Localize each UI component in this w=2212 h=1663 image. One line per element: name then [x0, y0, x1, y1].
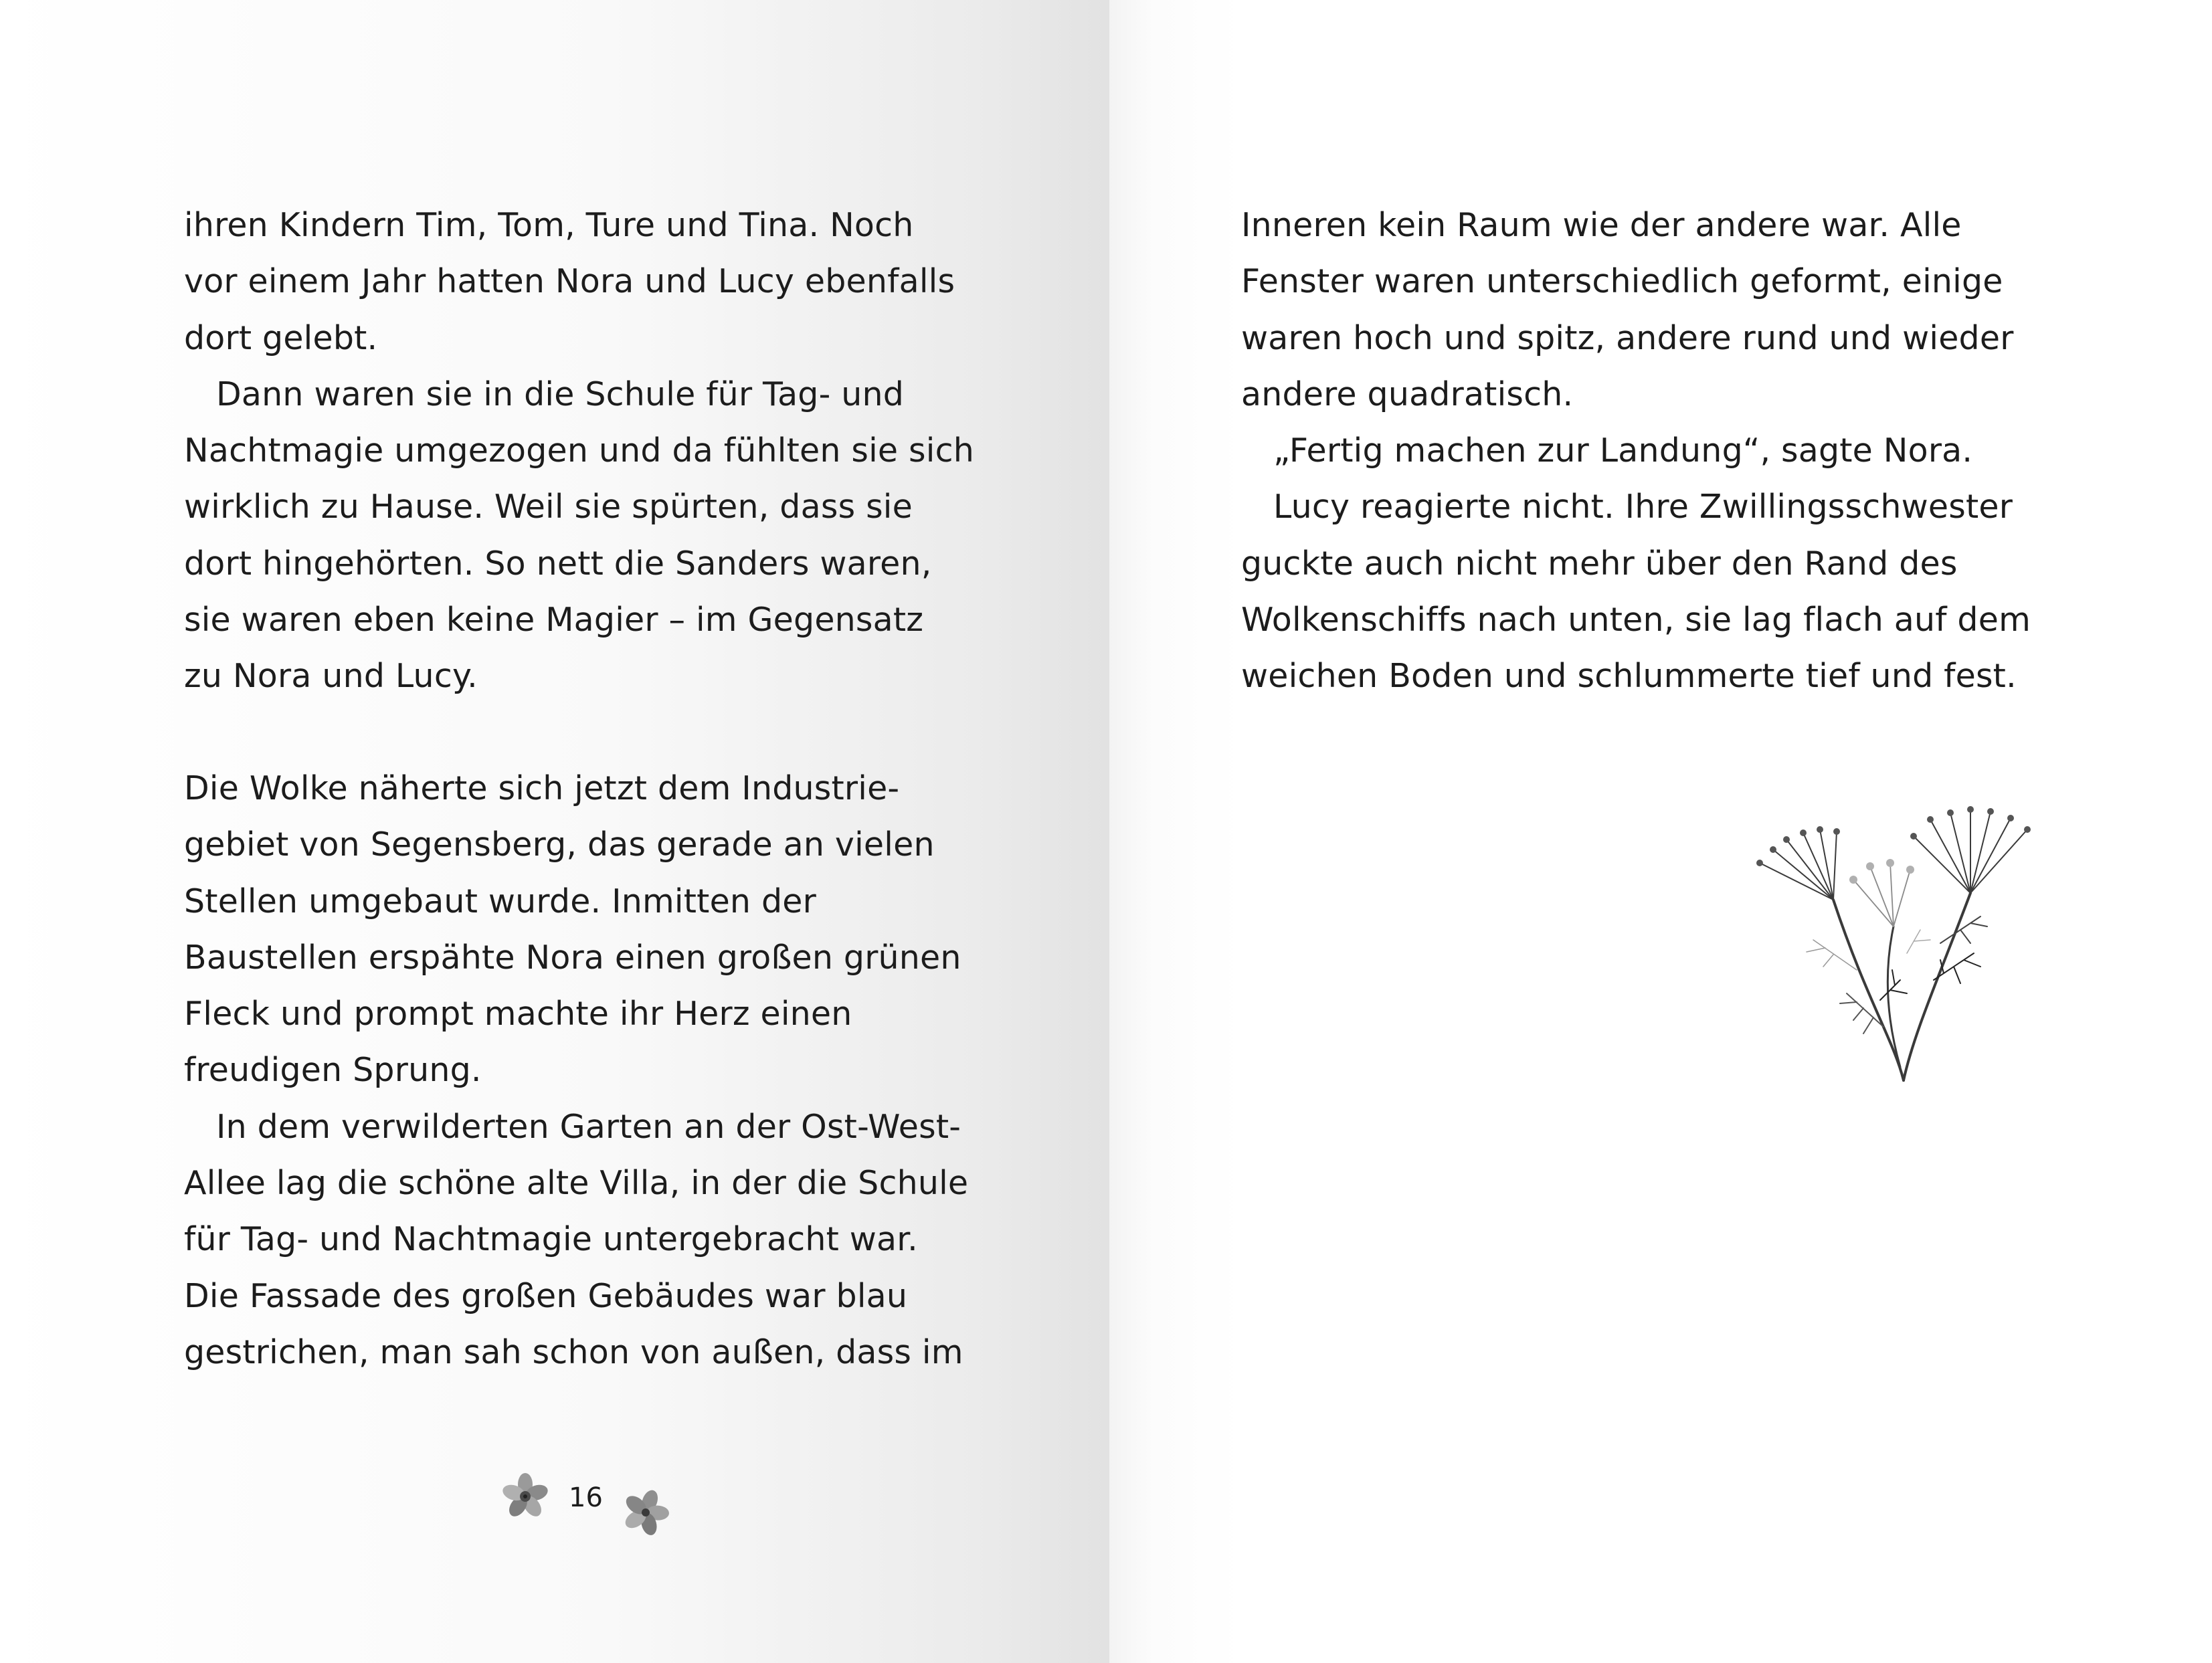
text-line: Dann waren sie in die Schule für Tag- und — [216, 375, 905, 413]
text-line: für Tag- und Nachtmagie untergebracht war. — [184, 1220, 918, 1259]
text-line: Baustellen erspähte Nora einen großen grünen — [184, 938, 961, 977]
left-text-block-1 — [184, 197, 974, 705]
page-footer — [492, 1468, 693, 1535]
page-number: 16 — [569, 1482, 603, 1513]
text-line: andere quadratisch. — [1241, 375, 1574, 413]
text-line: sie waren eben keine Magier – im Gegensatz — [184, 601, 924, 640]
text-line: Allee lag die schöne alte Villa, in der die Schule — [184, 1164, 969, 1203]
text-line: Die Fassade des großen Gebäudes war blau — [184, 1276, 908, 1315]
text-line: vor einem Jahr hatten Nora und Lucy ebenfalls — [184, 262, 955, 301]
text-line: freudigen Sprung. — [184, 1051, 482, 1090]
text-line: zu Nora und Lucy. — [184, 657, 478, 696]
text-line: In dem verwilderten Garten an der Ost-West- — [216, 1107, 961, 1146]
text-line: dort gelebt. — [184, 318, 378, 357]
text-line: „Fertig machen zur Landung“, sagte Nora. — [1273, 431, 1973, 470]
flower-icon — [495, 1468, 555, 1529]
text-line: Nachtmagie umgezogen und da fühlten sie sich — [184, 431, 974, 470]
left-text-block-2 — [184, 761, 968, 1381]
text-line: Inneren kein Raum wie der andere war. Alle — [1241, 206, 1962, 244]
text-line: guckte auch nicht mehr über den Rand des — [1241, 544, 1958, 583]
text-line: gestrichen, man sah schon von außen, dass im — [184, 1333, 963, 1371]
text-line: wirklich zu Hause. Weil sie spürten, dass sie — [184, 488, 913, 526]
text-line: dort hingehörten. So nett die Sanders waren, — [184, 544, 932, 583]
flower-icon — [616, 1484, 676, 1545]
text-line: gebiet von Segensberg, das gerade an vielen — [184, 825, 935, 864]
text-line: weichen Boden und schlummerte tief und fest. — [1241, 657, 2017, 696]
text-line: Die Wolke näherte sich jetzt dem Industrie- — [184, 769, 900, 807]
text-line: Wolkenschiffs nach unten, sie lag flach auf dem — [1241, 601, 2031, 640]
text-line: waren hoch und spitz, andere rund und wieder — [1241, 318, 2014, 357]
text-line: Stellen umgebaut wurde. Inmitten der — [184, 882, 816, 920]
right-text-block-1 — [1241, 197, 2031, 705]
text-line: Fleck und prompt machte ihr Herz einen — [184, 995, 852, 1034]
text-line: Lucy reagierte nicht. Ihre Zwillingsschwester — [1273, 488, 2013, 526]
umbel-plant-illustration — [1740, 799, 2081, 1087]
text-line: Fenster waren unterschiedlich geformt, einige — [1241, 262, 2003, 301]
text-line: ihren Kindern Tim, Tom, Ture und Tina. Noch — [184, 206, 914, 244]
